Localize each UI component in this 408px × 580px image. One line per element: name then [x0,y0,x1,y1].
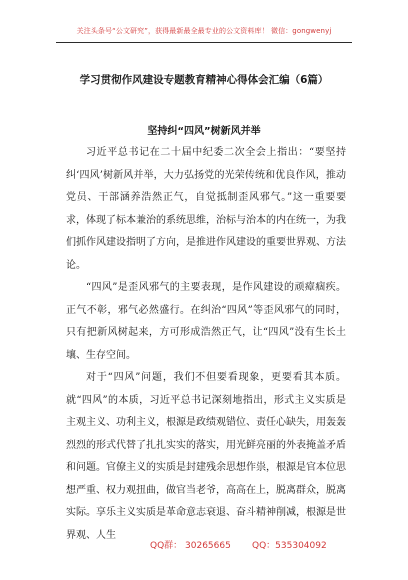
footer-qq-contact: QQ：535304092 [252,541,327,551]
document-title: 学习贯彻作风建设专题教育精神心得体会汇编（6篇） [79,74,329,86]
paragraph: 对于“四风”问题，我们不但要看现象，更要看其本质。就“四风”的本质，习近平总书记深刻地指出，形式主义实质是主观主义、功利主义，根源是政绩观错位、责任心缺失，用轰轰烈烈的形式代替了扎扎实实的落实，用光鲜亮丽的外表掩盖矛盾和问题。官僚主义的实质是封建残余思想作祟，根源是官本位思想严重、权力观扭曲，做官当老爷，高高在上，脱离群众，脱离实际。享乐主义实质是革命意志衰退、奋斗精神削减，根源是世界观、人生 [66,372,346,541]
header-note: 关注头条号“公文研究”，获得最新最全最专业的公文资料库！ 微信：gongwenyj [76,27,332,35]
header-divider [56,42,352,43]
paragraph: “四风”是歪风邪气的主要表现，是作风建设的顽瘴痼疾。正气不彰，邪气必然盛行。在纠治“四风”等歪风邪气的同时，只有把新风树起来，方可形成浩然正气，让“四风”没有生长土壤、生存空间。 [66,282,346,361]
body-text [66,142,346,547]
paragraph: 习近平总书记在二十届中纪委二次全会上指出：“要坚持纠‘四风’树新风并举，大力弘扬党的光荣传统和优良作风，推动党员、干部涵养浩然正气，自觉抵制歪风邪气。”这一重要要求，体现了标本兼治的系统思维，治标与治本的内在统一，为我们抓作风建设指明了方向，是推进作风建设的重要世界观、方法论。 [66,147,346,271]
footer-qq-group: QQ群： 30265665 [150,541,231,551]
section-title: 坚持纠“四风”树新风并举 [147,126,261,137]
